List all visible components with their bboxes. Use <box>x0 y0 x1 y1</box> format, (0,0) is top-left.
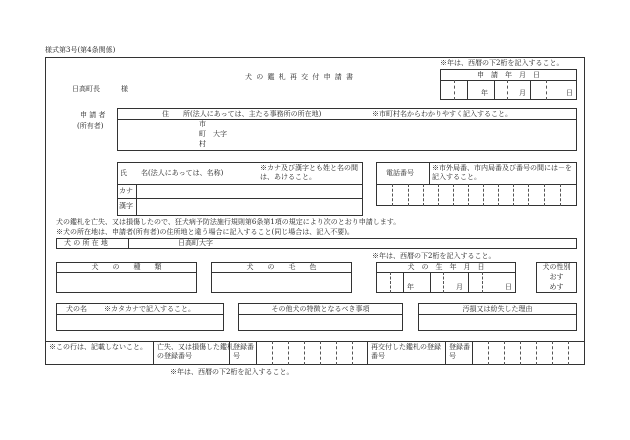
birth-month-label: 月 <box>456 283 463 291</box>
date-month-field[interactable] <box>495 80 529 100</box>
dog-location-value: 日高町大字 <box>178 239 213 247</box>
birth-date-header: 犬 の 生 年 月 日 <box>407 263 485 271</box>
dog-location-field[interactable] <box>220 239 575 248</box>
breed-field[interactable] <box>57 273 196 292</box>
municipality-town: 町 大字 <box>199 130 227 138</box>
kana-label: カナ <box>119 187 133 195</box>
features-field[interactable] <box>239 315 402 330</box>
statement: 犬の鑑札を亡失、又は損傷したので、狂犬病予防法施行規則第6条第1項の規定により次のとおり申請します。 <box>56 218 401 226</box>
application-date-header: 申 請 年 月 日 <box>477 71 540 79</box>
birth-year-field[interactable] <box>377 273 402 292</box>
form-title: 犬 の 鑑 札 再 交 付 申 請 書 <box>245 73 355 81</box>
municipality-village: 村 <box>199 140 206 148</box>
birth-day-label: 日 <box>505 283 512 291</box>
office-note: ※この行は、記載しないこと。 <box>49 343 147 351</box>
coat-color-field[interactable] <box>212 273 351 292</box>
kanji-label: 漢字 <box>119 202 133 210</box>
phone-number-field[interactable] <box>377 185 576 205</box>
sex-label: 犬の性別 <box>542 263 571 271</box>
date-month-label: 月 <box>519 89 526 97</box>
birth-month-field[interactable] <box>431 273 467 292</box>
breed-label: 犬 の 種 類 <box>91 263 162 271</box>
dog-location-label: 犬 の 所 在 地 <box>64 239 108 247</box>
address-header: 住 所(法人にあっては、主たる事務所の所在地) <box>162 110 322 118</box>
form-number: 様式第3号(第4条関係) <box>45 46 116 54</box>
location-note: ※犬の所在地は、申請者(所有者)の住所地と違う場合に記入すること(同じ場合は、記入不要)。 <box>56 228 354 236</box>
reason-label: 汚損又は紛失した理由 <box>462 305 533 313</box>
sex-option-male[interactable]: おす <box>549 273 564 281</box>
name-kana-field[interactable] <box>138 185 362 197</box>
reissued-tag-label: 再交付した鑑札の登録番号 <box>371 343 441 360</box>
applicant-label: 申 請 者 <box>80 111 106 119</box>
birth-day-field[interactable] <box>469 273 515 292</box>
lost-tag-label: 亡失、又は損傷した鑑札の登録番号 <box>157 343 234 360</box>
name-kanji-field[interactable] <box>138 199 362 215</box>
address-field[interactable] <box>240 120 575 150</box>
reg-no-label: 登録番号 <box>233 343 254 360</box>
year-note-mid: ※年は、西暦の下2桁を記入すること。 <box>372 252 496 260</box>
address-note: ※市町村名からわかりやすく記入すること。 <box>372 110 512 118</box>
year-note-bottom: ※年は、西暦の下2桁を記入すること。 <box>170 368 294 376</box>
name-note: ※カナ及び漢字とも姓と名の間は、あけること。 <box>260 164 358 181</box>
date-day-label: 日 <box>566 89 573 97</box>
date-day-field[interactable] <box>531 80 575 100</box>
name-header: 氏 名(法人にあっては、名称) <box>120 169 224 177</box>
reason-field[interactable] <box>419 315 576 330</box>
dog-name-label: 犬の名 <box>66 305 87 313</box>
sex-option-female[interactable]: めす <box>549 283 564 291</box>
coat-color-label: 犬 の 毛 色 <box>246 263 317 271</box>
features-label: その他犬の特徴となるべき事項 <box>271 305 370 313</box>
recipient-honorific: 様 <box>121 85 128 93</box>
reg-no-label-2: 登録番号 <box>449 343 470 360</box>
municipality-city: 市 <box>199 120 206 128</box>
date-year-label: 年 <box>481 89 488 97</box>
owner-label: (所有者) <box>77 122 104 130</box>
year-note-top: ※年は、西暦の下2桁を記入すること。 <box>440 59 564 67</box>
recipient: 日高町長 <box>72 85 100 93</box>
phone-note: ※市外局番、市内局番及び番号の間には－を記入すること。 <box>432 164 572 181</box>
date-year-field[interactable] <box>454 80 466 100</box>
dog-name-note: ※カタカナで記入すること。 <box>104 305 195 313</box>
phone-label: 電話番号 <box>386 169 414 177</box>
birth-year-label: 年 <box>407 283 414 291</box>
dog-name-field[interactable] <box>57 315 223 330</box>
